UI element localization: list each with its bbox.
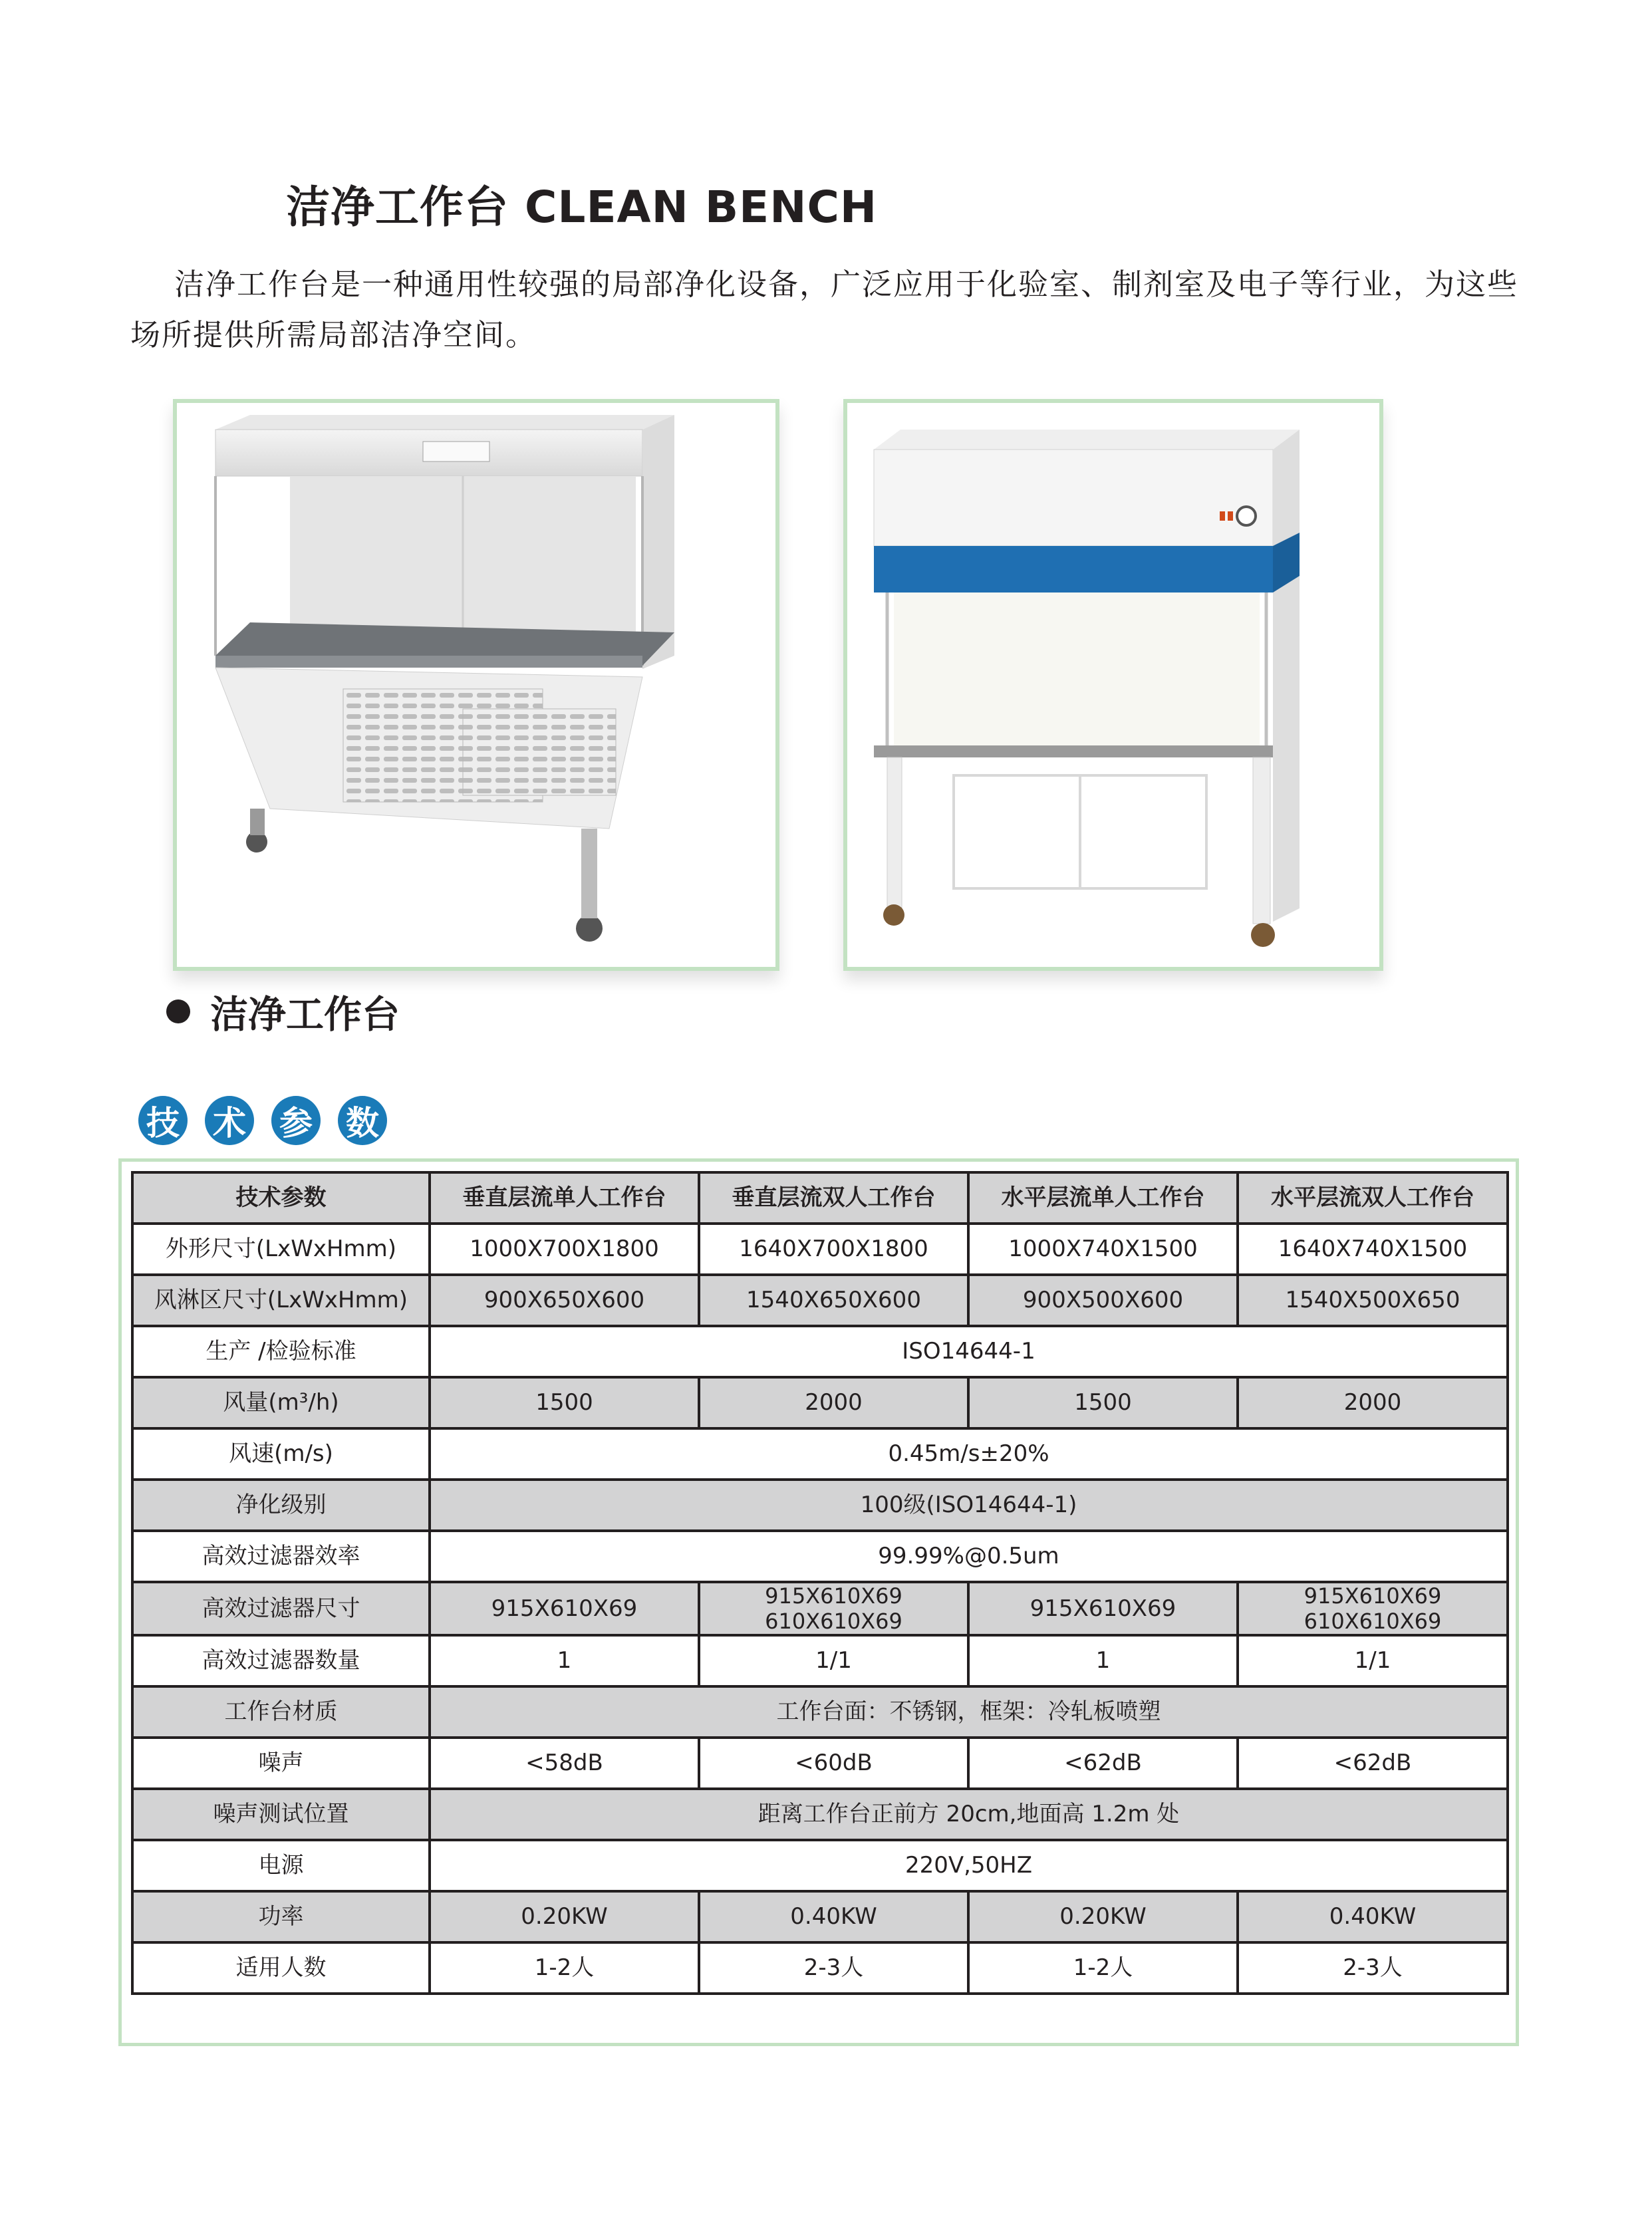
table-row — [132, 1326, 1508, 1377]
table-row — [132, 1275, 1508, 1326]
row-label: 高效过滤器尺寸 — [132, 1582, 430, 1635]
table-cell: 1500 — [430, 1377, 699, 1428]
table-cell: 1 — [430, 1635, 699, 1686]
table-cell: 1 — [968, 1635, 1238, 1686]
table-cell-span: ISO14644-1 — [430, 1326, 1508, 1377]
table-cell-span: 99.99%@0.5um — [430, 1531, 1508, 1582]
product-caption — [166, 984, 400, 1039]
cell-line: 610X610X69 — [765, 1609, 902, 1634]
table-cell: <58dB — [430, 1738, 699, 1789]
table-cell: <60dB — [699, 1738, 968, 1789]
row-label: 风速(m/s) — [132, 1428, 430, 1480]
table-cell: 0.20KW — [968, 1891, 1238, 1942]
table-cell: 1/1 — [699, 1635, 968, 1686]
heading-badge: 术 — [205, 1096, 254, 1145]
table-cell: 1/1 — [1238, 1635, 1508, 1686]
row-label: 功率 — [132, 1891, 430, 1942]
row-label: 适用人数 — [132, 1942, 430, 1994]
section-heading-badges — [138, 1096, 387, 1145]
column-header: 垂直层流单人工作台 — [430, 1172, 699, 1224]
table-row — [132, 1789, 1508, 1840]
heading-badge: 数 — [338, 1096, 387, 1145]
cell-line: 610X610X69 — [1304, 1609, 1442, 1634]
table-cell-two-line — [1238, 1582, 1508, 1635]
column-header: 水平层流双人工作台 — [1238, 1172, 1508, 1224]
table-row — [132, 1428, 1508, 1480]
row-label: 净化级别 — [132, 1480, 430, 1531]
caption-text: 洁净工作台 — [210, 993, 400, 1037]
page-title: 洁净工作台 CLEAN BENCH — [286, 182, 878, 233]
spec-table-frame — [118, 1158, 1519, 2046]
table-cell: 0.20KW — [430, 1891, 699, 1942]
table-cell: 915X610X69 — [430, 1582, 699, 1635]
table-cell: <62dB — [968, 1738, 1238, 1789]
table-cell: 1000X740X1500 — [968, 1224, 1238, 1275]
row-label: 生产 /检验标准 — [132, 1326, 430, 1377]
table-row — [132, 1686, 1508, 1738]
row-label: 外形尺寸(LxWxHmm) — [132, 1224, 430, 1275]
heading-badge: 技 — [138, 1096, 188, 1145]
table-cell: 900X500X600 — [968, 1275, 1238, 1326]
table-cell: 1640X700X1800 — [699, 1224, 968, 1275]
table-cell: 900X650X600 — [430, 1275, 699, 1326]
row-label: 风量(m³/h) — [132, 1377, 430, 1428]
table-cell: 0.40KW — [1238, 1891, 1508, 1942]
table-cell: 1-2人 — [430, 1942, 699, 1994]
table-cell-span: 0.45m/s±20% — [430, 1428, 1508, 1480]
intro-paragraph: 洁净工作台是一种通用性较强的局部净化设备，广泛应用于化验室、制剂室及电子等行业，为这些场所提供所需局部洁净空间。 — [130, 267, 1519, 352]
table-row — [132, 1377, 1508, 1428]
table-cell: 2000 — [699, 1377, 968, 1428]
cell-line: 915X610X69 — [1304, 1583, 1442, 1609]
table-cell-span: 工作台面：不锈钢，框架：冷轧板喷塑 — [430, 1686, 1508, 1738]
heading-badge: 参 — [271, 1096, 321, 1145]
table-cell-span: 100级(ISO14644-1) — [430, 1480, 1508, 1531]
table-row — [132, 1942, 1508, 1994]
column-header: 技术参数 — [132, 1172, 430, 1224]
row-label: 高效过滤器数量 — [132, 1635, 430, 1686]
table-row — [132, 1891, 1508, 1942]
table-cell: 1540X500X650 — [1238, 1275, 1508, 1326]
table-row — [132, 1531, 1508, 1582]
table-cell: 2000 — [1238, 1377, 1508, 1428]
table-row — [132, 1840, 1508, 1891]
table-cell-two-line — [699, 1582, 968, 1635]
table-cell: 1-2人 — [968, 1942, 1238, 1994]
table-row — [132, 1480, 1508, 1531]
table-row — [132, 1582, 1508, 1635]
table-row — [132, 1224, 1508, 1275]
row-label: 电源 — [132, 1840, 430, 1891]
table-cell: 1540X650X600 — [699, 1275, 968, 1326]
bullet-icon — [166, 999, 190, 1023]
photo-horizontal-bench — [173, 399, 779, 971]
table-cell-span: 距离工作台正前方 20cm,地面高 1.2m 处 — [430, 1789, 1508, 1840]
row-label: 高效过滤器效率 — [132, 1531, 430, 1582]
column-header: 水平层流单人工作台 — [968, 1172, 1238, 1224]
table-header-row — [132, 1172, 1508, 1224]
table-row — [132, 1635, 1508, 1686]
table-cell: 1640X740X1500 — [1238, 1224, 1508, 1275]
row-label: 工作台材质 — [132, 1686, 430, 1738]
row-label: 风淋区尺寸(LxWxHmm) — [132, 1275, 430, 1326]
spec-table — [131, 1171, 1509, 1995]
table-cell: 1500 — [968, 1377, 1238, 1428]
row-label: 噪声测试位置 — [132, 1789, 430, 1840]
photo-vertical-bench — [843, 399, 1383, 971]
table-cell-span: 220V,50HZ — [430, 1840, 1508, 1891]
table-cell: 2-3人 — [1238, 1942, 1508, 1994]
row-label: 噪声 — [132, 1738, 430, 1789]
table-cell: <62dB — [1238, 1738, 1508, 1789]
table-cell: 2-3人 — [699, 1942, 968, 1994]
cell-line: 915X610X69 — [765, 1583, 902, 1609]
table-cell: 915X610X69 — [968, 1582, 1238, 1635]
table-row — [132, 1738, 1508, 1789]
column-header: 垂直层流双人工作台 — [699, 1172, 968, 1224]
table-cell: 0.40KW — [699, 1891, 968, 1942]
table-cell: 1000X700X1800 — [430, 1224, 699, 1275]
